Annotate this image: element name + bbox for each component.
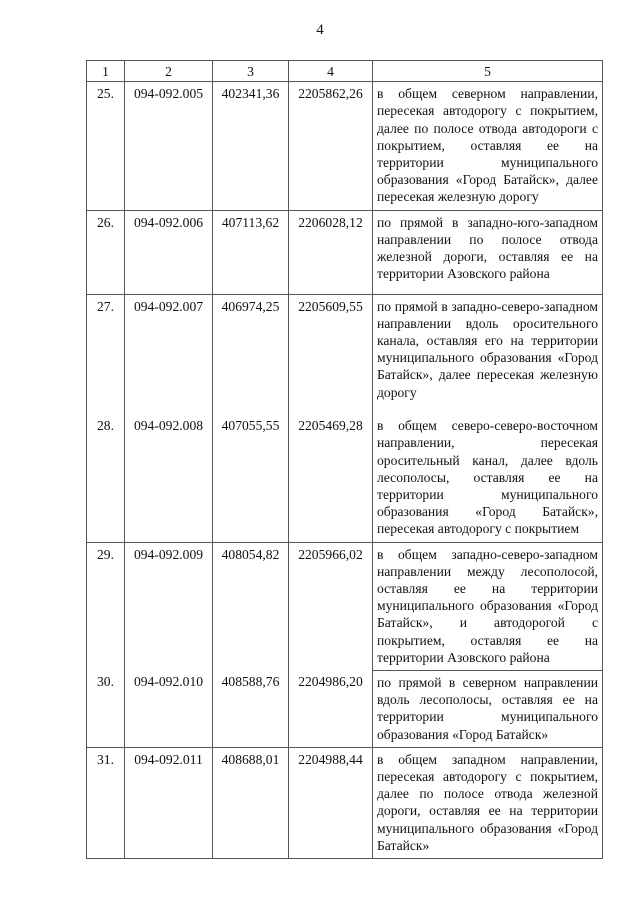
row-number: 25. bbox=[87, 82, 125, 210]
table-row bbox=[87, 542, 603, 670]
point-id: 094-092.008 bbox=[125, 414, 213, 542]
row-number: 30. bbox=[87, 670, 125, 747]
table-header-row bbox=[87, 61, 603, 82]
table-row bbox=[87, 747, 603, 858]
boundary-points-table bbox=[86, 60, 603, 859]
point-id: 094-092.009 bbox=[125, 542, 213, 670]
coord-y: 2205862,26 bbox=[289, 82, 373, 210]
point-id: 094-092.010 bbox=[125, 670, 213, 747]
row-number: 31. bbox=[87, 747, 125, 858]
table-row bbox=[87, 210, 603, 294]
row-number: 26. bbox=[87, 210, 125, 294]
page-number: 4 bbox=[316, 22, 324, 38]
header-col-2: 2 bbox=[125, 61, 213, 82]
direction-description: в общем западно-северо-западном направлении между лесополосой, оставляя ее на территории муниципального образования «Город Батайск», и автодорогой с покрытием, оставляя ее на территории Азовского района bbox=[373, 542, 603, 670]
coord-y: 2205966,02 bbox=[289, 542, 373, 670]
coord-x: 408588,76 bbox=[213, 670, 289, 747]
direction-description: в общем западном направлении, пересекая автодорогу с покрытием, далее по полосе отвода железной дороги, оставляя ее на территории муниципального образования «Город Батайск» bbox=[373, 747, 603, 858]
direction-description: в общем северном направлении, пересекая автодорогу с покрытием, далее по полосе отвода автодороги с покрытием, оставляя ее на территории муниципального образования «Город Батайск», далее пересекая железную дорогу bbox=[373, 82, 603, 210]
row-number: 28. bbox=[87, 414, 125, 542]
row-number: 27. bbox=[87, 294, 125, 414]
header-col-4: 4 bbox=[289, 61, 373, 82]
direction-description: в общем северо-северо-восточном направлении, пересекая оросительный канал, далее вдоль лесополосы, оставляя ее на территории муниципального образования «Город Батайск», пересекая автодорогу с покрытием bbox=[373, 414, 603, 542]
table-row bbox=[87, 670, 603, 747]
direction-description: по прямой в западно-северо-западном направлении вдоль оросительного канала, оставляя его на территории муниципального образования «Город Батайск», далее пересекая железную дорогу bbox=[373, 294, 603, 414]
table-row bbox=[87, 414, 603, 542]
coord-x: 402341,36 bbox=[213, 82, 289, 210]
header-col-5: 5 bbox=[373, 61, 603, 82]
coord-y: 2206028,12 bbox=[289, 210, 373, 294]
point-id: 094-092.006 bbox=[125, 210, 213, 294]
point-id: 094-092.011 bbox=[125, 747, 213, 858]
direction-description: по прямой в северном направлении вдоль лесополосы, оставляя ее на территории муниципального образования «Город Батайск» bbox=[373, 670, 603, 747]
table-row bbox=[87, 294, 603, 414]
point-id: 094-092.007 bbox=[125, 294, 213, 414]
header-col-1: 1 bbox=[87, 61, 125, 82]
row-number: 29. bbox=[87, 542, 125, 670]
point-id: 094-092.005 bbox=[125, 82, 213, 210]
coord-y: 2205469,28 bbox=[289, 414, 373, 542]
table-row bbox=[87, 82, 603, 210]
coord-y: 2204986,20 bbox=[289, 670, 373, 747]
coord-x: 407055,55 bbox=[213, 414, 289, 542]
coord-x: 407113,62 bbox=[213, 210, 289, 294]
coord-x: 408054,82 bbox=[213, 542, 289, 670]
coord-y: 2205609,55 bbox=[289, 294, 373, 414]
coord-x: 406974,25 bbox=[213, 294, 289, 414]
header-col-3: 3 bbox=[213, 61, 289, 82]
direction-description: по прямой в западно-юго-западном направлении по полосе отвода железной дороги, оставляя ее на территории Азовского района bbox=[373, 210, 603, 294]
coord-y: 2204988,44 bbox=[289, 747, 373, 858]
coord-x: 408688,01 bbox=[213, 747, 289, 858]
